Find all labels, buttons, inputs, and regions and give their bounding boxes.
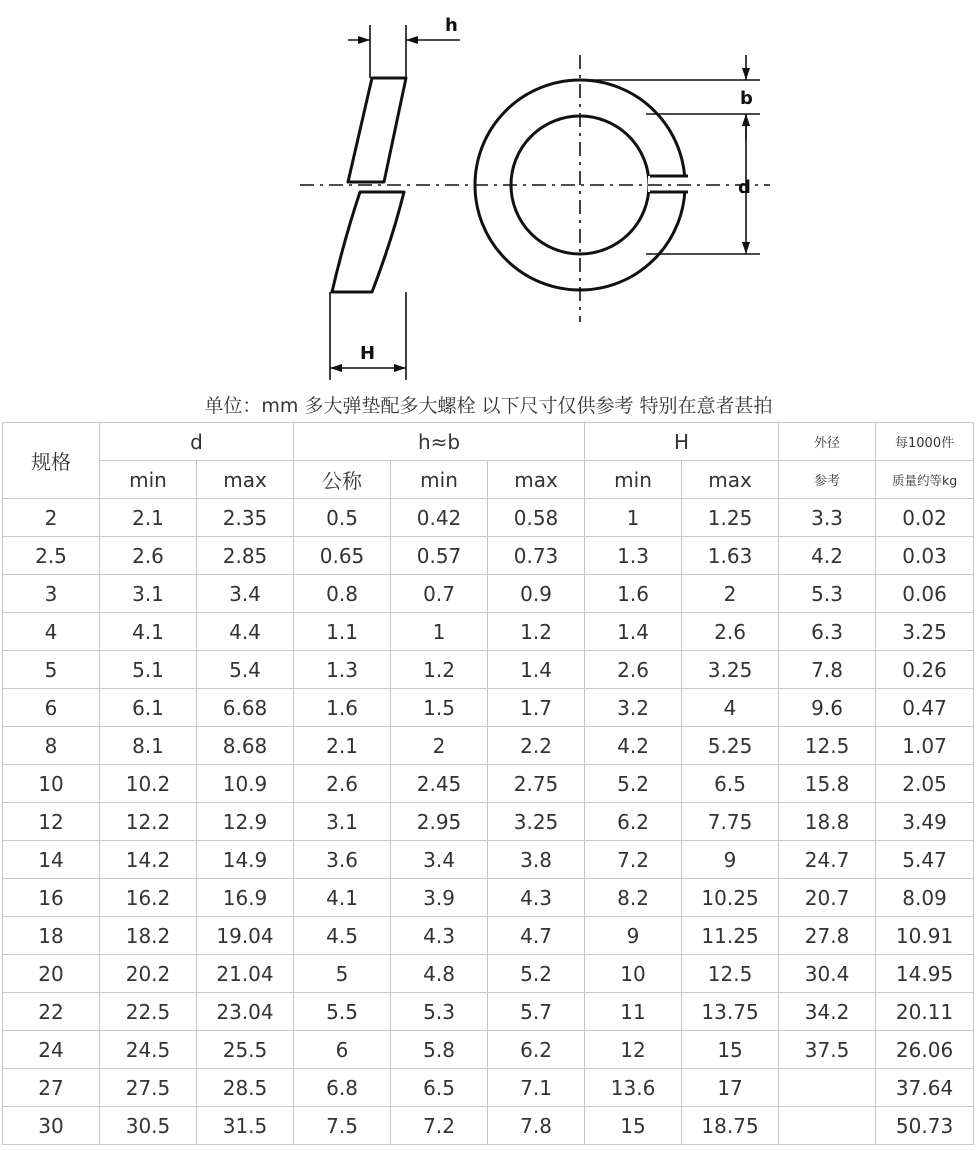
table-cell: 10.9	[197, 765, 294, 803]
arrow-d-bottom	[742, 242, 750, 254]
header-hb-nominal: 公称	[294, 461, 391, 499]
table-cell: 1.07	[876, 727, 974, 765]
header-row-2	[3, 461, 974, 499]
table-cell: 2	[682, 575, 779, 613]
table-cell: 27.8	[779, 917, 876, 955]
table-row	[3, 993, 974, 1031]
header-H-max: max	[682, 461, 779, 499]
table-cell: 2.85	[197, 537, 294, 575]
table-cell: 37.64	[876, 1069, 974, 1107]
table-cell: 5.4	[197, 651, 294, 689]
side-view-upper	[348, 78, 406, 182]
table-cell: 6.2	[488, 1031, 585, 1069]
table-cell: 2.5	[3, 537, 100, 575]
table-cell: 27.5	[100, 1069, 197, 1107]
table-row	[3, 575, 974, 613]
table-cell: 8.68	[197, 727, 294, 765]
table-cell: 3.25	[682, 651, 779, 689]
dim-h-extension	[370, 25, 406, 78]
table-cell: 3	[3, 575, 100, 613]
table-cell: 24	[3, 1031, 100, 1069]
header-d-min: min	[100, 461, 197, 499]
table-cell: 13.6	[585, 1069, 682, 1107]
table-cell: 14.2	[100, 841, 197, 879]
table-cell: 4.8	[391, 955, 488, 993]
table-cell: 19.04	[197, 917, 294, 955]
header-row-1	[3, 423, 974, 461]
table-cell: 4.5	[294, 917, 391, 955]
table-cell: 4.2	[779, 537, 876, 575]
table-cell: 0.47	[876, 689, 974, 727]
table-cell: 18.2	[100, 917, 197, 955]
table-row	[3, 651, 974, 689]
table-cell: 12.2	[100, 803, 197, 841]
table-cell: 15	[585, 1107, 682, 1145]
table-cell: 2.95	[391, 803, 488, 841]
table-cell: 2.35	[197, 499, 294, 537]
table-cell: 3.3	[779, 499, 876, 537]
table-row	[3, 1031, 974, 1069]
table-cell: 10.91	[876, 917, 974, 955]
table-cell: 26.06	[876, 1031, 974, 1069]
table-row	[3, 917, 974, 955]
table-cell: 9	[682, 841, 779, 879]
table-cell: 20.2	[100, 955, 197, 993]
table-cell: 18	[3, 917, 100, 955]
table-cell: 2.6	[100, 537, 197, 575]
table-row	[3, 765, 974, 803]
table-cell	[779, 1107, 876, 1145]
table-row	[3, 1069, 974, 1107]
table-cell: 6.68	[197, 689, 294, 727]
table-cell: 2.05	[876, 765, 974, 803]
table-cell: 2	[3, 499, 100, 537]
table-cell: 2.1	[100, 499, 197, 537]
table-cell: 1.1	[294, 613, 391, 651]
dim-extension-lines	[580, 80, 760, 254]
table-row	[3, 727, 974, 765]
table-cell: 7.2	[585, 841, 682, 879]
table-cell: 2.45	[391, 765, 488, 803]
table-cell: 7.8	[488, 1107, 585, 1145]
table-cell: 5.2	[488, 955, 585, 993]
table-cell: 1.63	[682, 537, 779, 575]
table-cell: 0.73	[488, 537, 585, 575]
table-cell: 4.2	[585, 727, 682, 765]
table-cell: 2.6	[294, 765, 391, 803]
table-cell: 5.3	[391, 993, 488, 1031]
arrow-H-left	[330, 364, 342, 372]
table-row	[3, 537, 974, 575]
table-row	[3, 1107, 974, 1145]
table-cell: 5.5	[294, 993, 391, 1031]
table-cell: 5.47	[876, 841, 974, 879]
header-H-min: min	[585, 461, 682, 499]
table-cell: 5.25	[682, 727, 779, 765]
table-cell: 2	[391, 727, 488, 765]
table-cell: 3.2	[585, 689, 682, 727]
table-cell: 12.5	[779, 727, 876, 765]
table-cell: 7.75	[682, 803, 779, 841]
table-cell: 15.8	[779, 765, 876, 803]
table-cell: 12.5	[682, 955, 779, 993]
table-cell: 6	[294, 1031, 391, 1069]
table-cell: 21.04	[197, 955, 294, 993]
table-cell: 17	[682, 1069, 779, 1107]
table-cell: 14.95	[876, 955, 974, 993]
table-cell: 1.4	[488, 651, 585, 689]
table-cell: 4.1	[100, 613, 197, 651]
table-cell: 4.1	[294, 879, 391, 917]
header-d: d	[100, 423, 294, 461]
label-d: d	[738, 177, 751, 198]
table-cell: 3.6	[294, 841, 391, 879]
table-cell: 23.04	[197, 993, 294, 1031]
label-H: H	[360, 343, 376, 364]
table-cell: 1.4	[585, 613, 682, 651]
table-cell: 22.5	[100, 993, 197, 1031]
table-cell: 3.25	[488, 803, 585, 841]
table-row	[3, 955, 974, 993]
table-cell: 0.5	[294, 499, 391, 537]
table-cell: 50.73	[876, 1107, 974, 1145]
table-cell: 1.6	[294, 689, 391, 727]
table-cell: 16	[3, 879, 100, 917]
table-cell: 10.25	[682, 879, 779, 917]
table-cell: 16.2	[100, 879, 197, 917]
table-row	[3, 879, 974, 917]
table-cell: 1.5	[391, 689, 488, 727]
ring-split-gap	[648, 176, 696, 192]
table-cell: 6.5	[391, 1069, 488, 1107]
table-cell: 4	[3, 613, 100, 651]
table-cell: 3.1	[100, 575, 197, 613]
table-cell: 1.2	[391, 651, 488, 689]
arrow-b-top	[742, 68, 750, 80]
table-cell: 3.49	[876, 803, 974, 841]
table-cell	[779, 1069, 876, 1107]
table-cell: 20.7	[779, 879, 876, 917]
side-view-lower	[332, 192, 404, 292]
header-d-max: max	[197, 461, 294, 499]
table-cell: 0.7	[391, 575, 488, 613]
table-cell: 0.58	[488, 499, 585, 537]
table-cell: 24.7	[779, 841, 876, 879]
table-cell: 12	[585, 1031, 682, 1069]
table-cell: 2.6	[585, 651, 682, 689]
table-cell: 0.06	[876, 575, 974, 613]
header-mass-line2: 质量约等kg	[876, 461, 974, 499]
table-cell: 5.2	[585, 765, 682, 803]
table-cell: 28.5	[197, 1069, 294, 1107]
table-row	[3, 803, 974, 841]
table-cell: 0.02	[876, 499, 974, 537]
table-cell: 11.25	[682, 917, 779, 955]
table-cell: 5	[3, 651, 100, 689]
table-cell: 1.3	[294, 651, 391, 689]
header-hb-min: min	[391, 461, 488, 499]
table-cell: 0.57	[391, 537, 488, 575]
table-cell: 12.9	[197, 803, 294, 841]
table-cell: 31.5	[197, 1107, 294, 1145]
header-spec: 规格	[3, 423, 100, 499]
table-cell: 5.8	[391, 1031, 488, 1069]
table-cell: 10.2	[100, 765, 197, 803]
header-hb-max: max	[488, 461, 585, 499]
table-cell: 2.6	[682, 613, 779, 651]
table-cell: 18.75	[682, 1107, 779, 1145]
table-cell: 0.26	[876, 651, 974, 689]
table-cell: 9.6	[779, 689, 876, 727]
table-cell: 30.5	[100, 1107, 197, 1145]
table-cell: 20	[3, 955, 100, 993]
table-cell: 0.42	[391, 499, 488, 537]
table-cell: 7.1	[488, 1069, 585, 1107]
table-cell: 0.65	[294, 537, 391, 575]
table-cell: 1.2	[488, 613, 585, 651]
table-cell: 1.6	[585, 575, 682, 613]
table-cell: 1.3	[585, 537, 682, 575]
table-cell: 1	[585, 499, 682, 537]
table-cell: 4	[682, 689, 779, 727]
table-cell: 0.03	[876, 537, 974, 575]
table-cell: 1	[391, 613, 488, 651]
table-cell: 3.4	[391, 841, 488, 879]
table-cell: 3.9	[391, 879, 488, 917]
table-cell: 6	[3, 689, 100, 727]
table-cell: 1.7	[488, 689, 585, 727]
table-cell: 5.1	[100, 651, 197, 689]
arrow-H-right	[394, 364, 406, 372]
table-cell: 7.5	[294, 1107, 391, 1145]
table-cell: 6.5	[682, 765, 779, 803]
table-cell: 5	[294, 955, 391, 993]
table-cell: 20.11	[876, 993, 974, 1031]
spec-table	[2, 422, 974, 1145]
header-hb: h≈b	[294, 423, 585, 461]
washer-drawing	[0, 0, 977, 390]
table-cell: 11	[585, 993, 682, 1031]
arrow-h-left	[358, 36, 370, 44]
table-cell: 30.4	[779, 955, 876, 993]
table-cell: 34.2	[779, 993, 876, 1031]
table-cell: 9	[585, 917, 682, 955]
table-cell: 2.2	[488, 727, 585, 765]
table-cell: 16.9	[197, 879, 294, 917]
table-cell: 3.8	[488, 841, 585, 879]
table-cell: 8.1	[100, 727, 197, 765]
table-cell: 4.4	[197, 613, 294, 651]
table-cell: 5.3	[779, 575, 876, 613]
table-cell: 12	[3, 803, 100, 841]
table-cell: 0.8	[294, 575, 391, 613]
table-row	[3, 841, 974, 879]
arrow-d-top	[742, 114, 750, 126]
table-cell: 14.9	[197, 841, 294, 879]
table-cell: 8.09	[876, 879, 974, 917]
table-cell: 2.1	[294, 727, 391, 765]
table-cell: 2.75	[488, 765, 585, 803]
label-h: h	[445, 15, 458, 36]
table-cell: 25.5	[197, 1031, 294, 1069]
table-cell: 3.25	[876, 613, 974, 651]
table-cell: 30	[3, 1107, 100, 1145]
table-cell: 24.5	[100, 1031, 197, 1069]
table-cell: 0.9	[488, 575, 585, 613]
table-cell: 14	[3, 841, 100, 879]
table-cell: 4.7	[488, 917, 585, 955]
table-row	[3, 689, 974, 727]
table-cell: 10	[585, 955, 682, 993]
table-row	[3, 499, 974, 537]
table-cell: 13.75	[682, 993, 779, 1031]
table-cell: 6.3	[779, 613, 876, 651]
table-cell: 22	[3, 993, 100, 1031]
header-H: H	[585, 423, 779, 461]
table-row	[3, 613, 974, 651]
table-cell: 37.5	[779, 1031, 876, 1069]
table-cell: 6.8	[294, 1069, 391, 1107]
table-cell: 8	[3, 727, 100, 765]
table-cell: 3.4	[197, 575, 294, 613]
table-cell: 7.8	[779, 651, 876, 689]
table-cell: 18.8	[779, 803, 876, 841]
table-cell: 5.7	[488, 993, 585, 1031]
table-cell: 4.3	[391, 917, 488, 955]
header-outer-line2: 参考	[779, 461, 876, 499]
label-b: b	[740, 88, 753, 109]
table-cell: 1.25	[682, 499, 779, 537]
table-cell: 27	[3, 1069, 100, 1107]
table-cell: 6.2	[585, 803, 682, 841]
table-cell: 6.1	[100, 689, 197, 727]
table-cell: 3.1	[294, 803, 391, 841]
header-mass-line1: 每1000件	[876, 423, 974, 461]
table-cell: 15	[682, 1031, 779, 1069]
arrow-h-right	[406, 36, 418, 44]
table-cell: 7.2	[391, 1107, 488, 1145]
header-outer-line1: 外径	[779, 423, 876, 461]
caption: 单位：mm 多大弹垫配多大螺栓 以下尺寸仅供参考 特别在意者甚拍	[204, 395, 773, 417]
table-cell: 4.3	[488, 879, 585, 917]
table-cell: 10	[3, 765, 100, 803]
table-cell: 8.2	[585, 879, 682, 917]
